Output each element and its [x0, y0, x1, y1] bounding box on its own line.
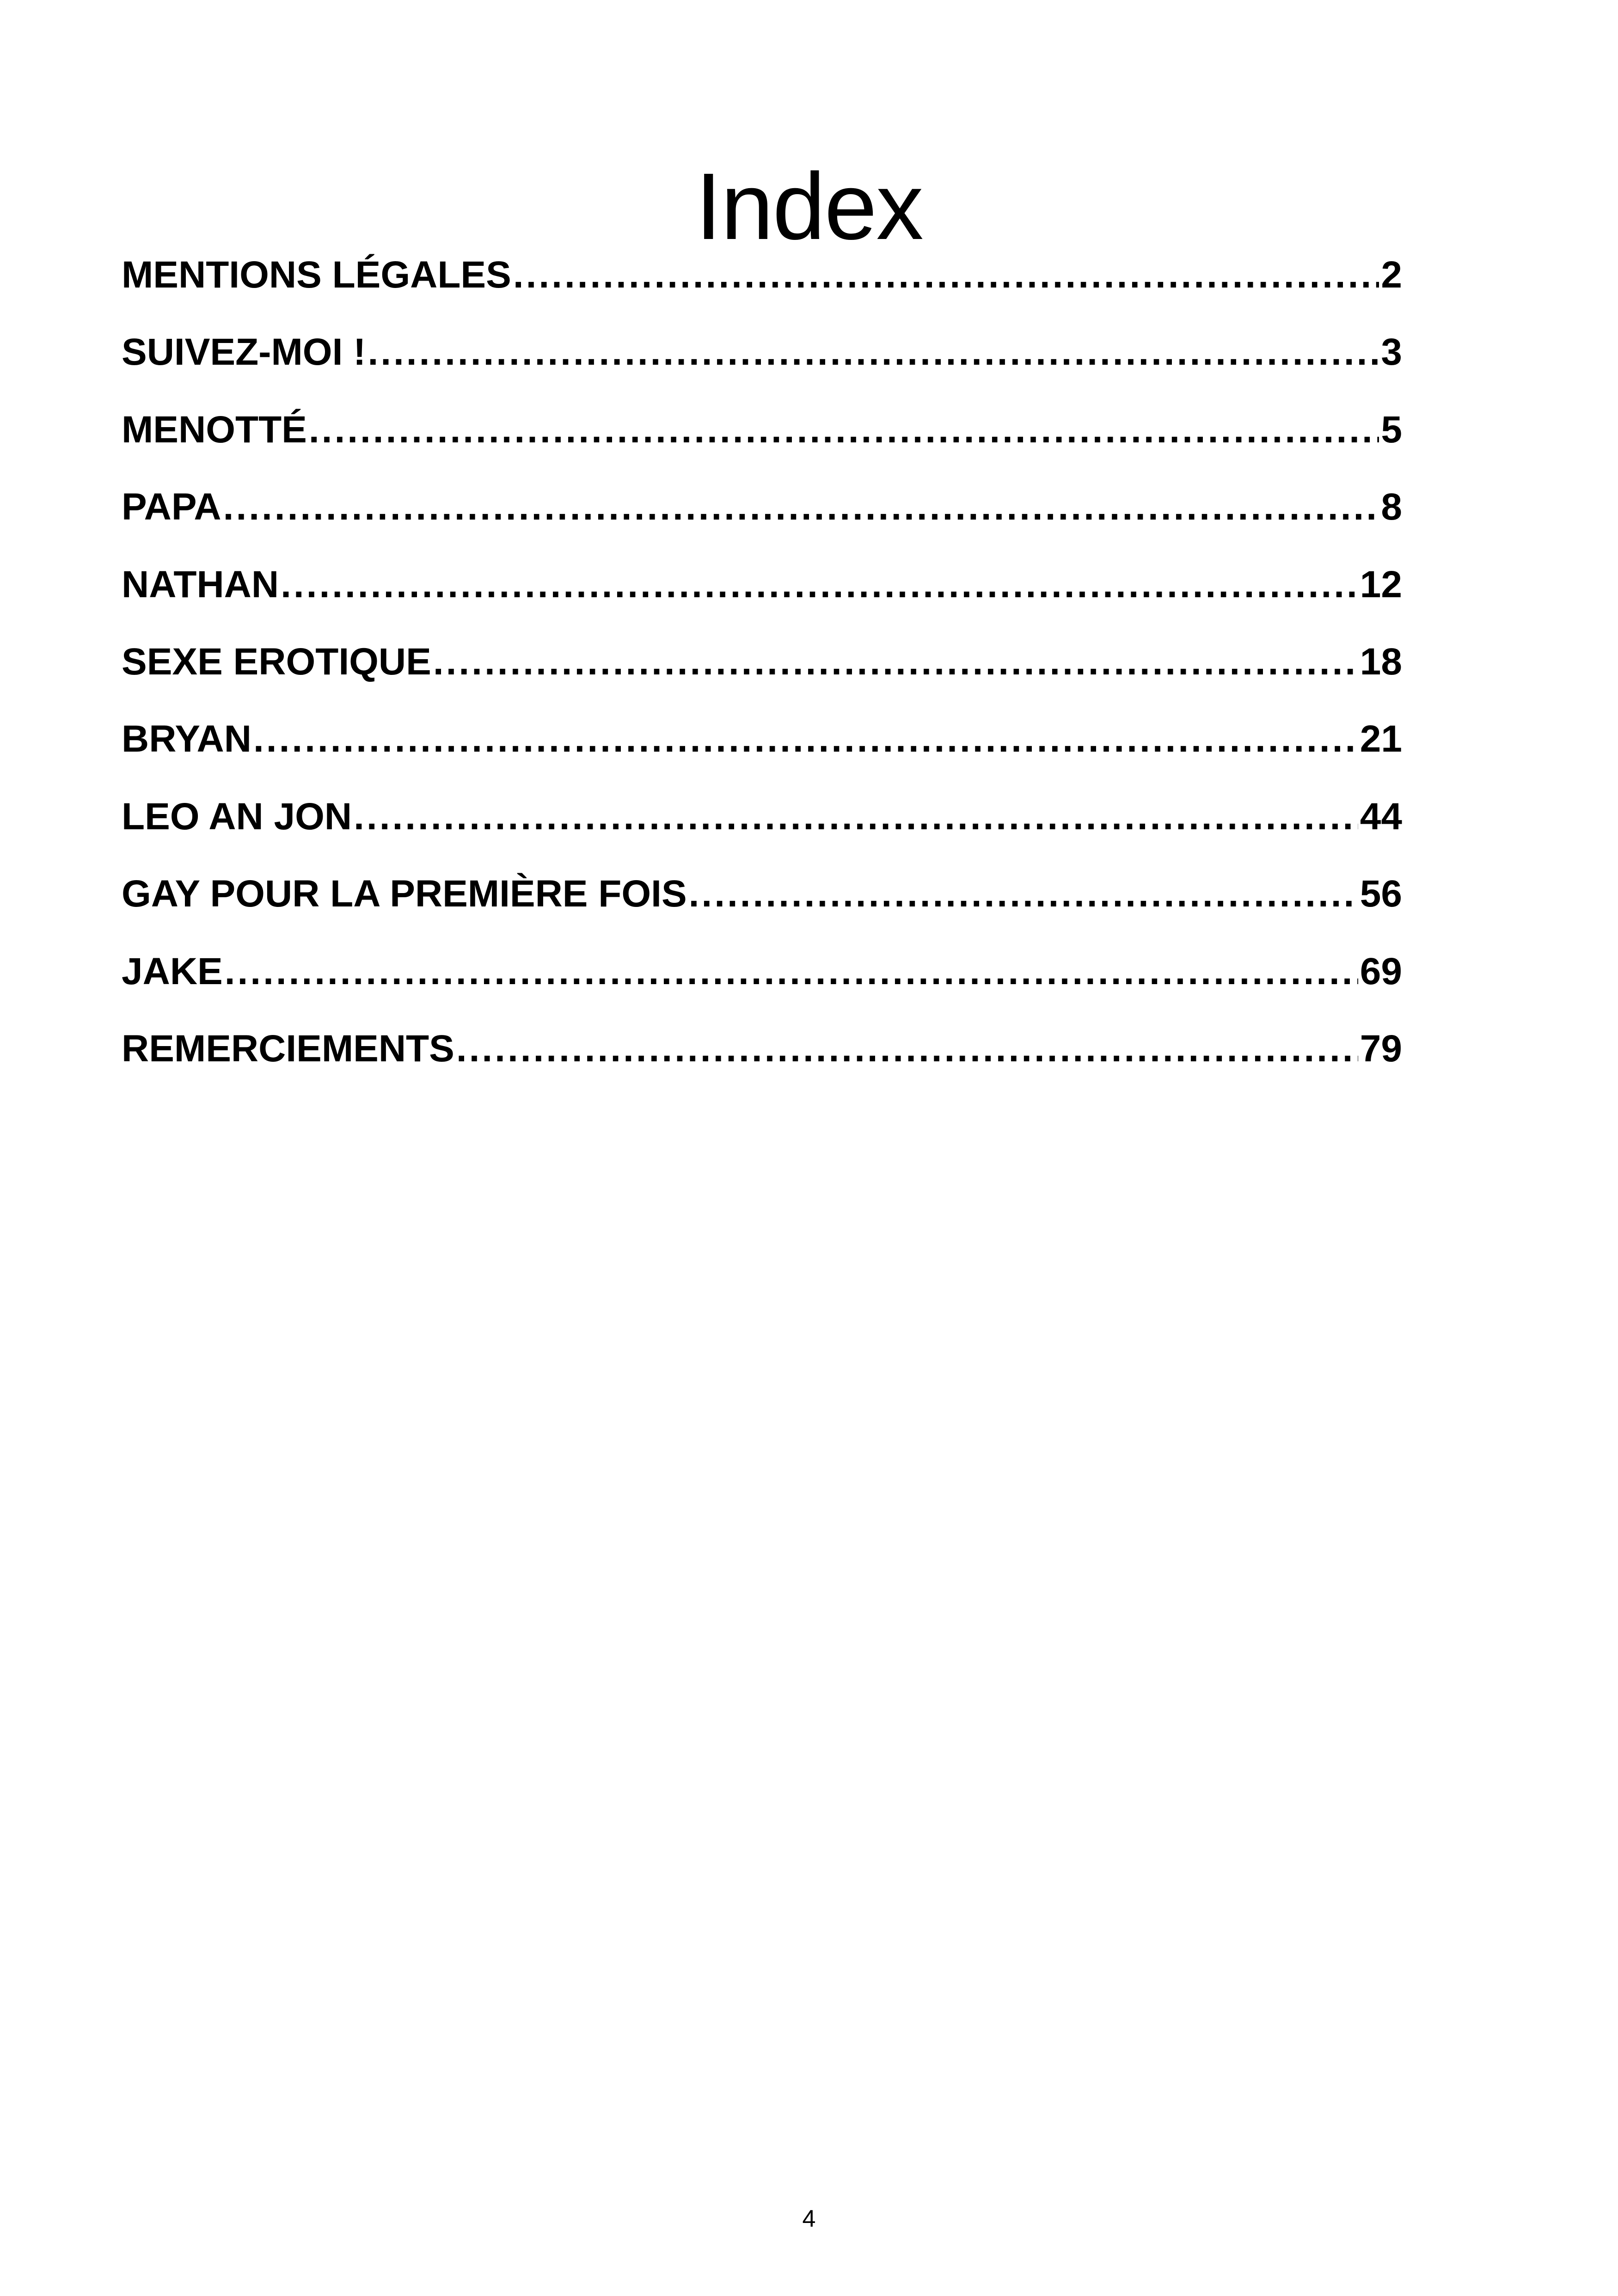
- toc-entry-title: PAPA: [122, 486, 221, 528]
- toc-dot-leader: [433, 637, 1358, 687]
- toc-entry-title: JAKE: [122, 950, 223, 992]
- toc-entry-page: 12: [1360, 563, 1402, 606]
- toc-entry-title: SUIVEZ-MOI !: [122, 331, 366, 373]
- toc-entry-page: 3: [1381, 331, 1402, 373]
- toc-entry[interactable]: [122, 482, 1402, 559]
- page-title: Index: [695, 153, 923, 260]
- toc-entry[interactable]: [122, 250, 1402, 327]
- toc-entry-page: 2: [1381, 254, 1402, 296]
- toc-entry-page: 8: [1381, 486, 1402, 528]
- toc-entry[interactable]: [122, 791, 1402, 869]
- toc-entry[interactable]: [122, 404, 1402, 482]
- toc-entry-page: 5: [1381, 408, 1402, 451]
- toc-dot-leader: [309, 404, 1379, 455]
- toc-dot-leader: [456, 1023, 1358, 1074]
- toc-entry-title: LEO AN JON: [122, 795, 352, 838]
- toc-entry-page: 44: [1360, 795, 1402, 838]
- toc-entry-title: MENOTTÉ: [122, 408, 307, 451]
- toc-entry-title: SEXE EROTIQUE: [122, 640, 431, 683]
- toc-dot-leader: [513, 250, 1379, 300]
- toc-entry[interactable]: [122, 327, 1402, 404]
- toc-entry[interactable]: [122, 1023, 1402, 1101]
- table-of-contents: [122, 250, 1402, 1101]
- toc-entry-title: REMERCIEMENTS: [122, 1027, 454, 1070]
- toc-entry-page: 56: [1360, 873, 1402, 915]
- toc-entry[interactable]: [122, 559, 1402, 637]
- toc-entry[interactable]: [122, 869, 1402, 946]
- toc-entry-page: 21: [1360, 718, 1402, 760]
- toc-dot-leader: [354, 791, 1358, 842]
- toc-dot-leader: [223, 482, 1379, 533]
- toc-entry-title: NATHAN: [122, 563, 279, 606]
- toc-dot-leader: [253, 714, 1358, 765]
- toc-dot-leader: [689, 869, 1358, 919]
- toc-dot-leader: [368, 327, 1379, 378]
- toc-entry-page: 18: [1360, 640, 1402, 683]
- toc-dot-leader: [281, 559, 1358, 610]
- toc-entry[interactable]: [122, 946, 1402, 1023]
- toc-dot-leader: [225, 946, 1358, 997]
- toc-entry[interactable]: [122, 714, 1402, 791]
- toc-entry-title: MENTIONS LÉGALES: [122, 254, 511, 296]
- page-number: 4: [802, 2205, 816, 2232]
- toc-entry-page: 69: [1360, 950, 1402, 992]
- toc-entry-title: BRYAN: [122, 718, 251, 760]
- toc-entry-title: GAY POUR LA PREMIÈRE FOIS: [122, 873, 687, 915]
- toc-entry[interactable]: [122, 637, 1402, 714]
- toc-entry-page: 79: [1360, 1027, 1402, 1070]
